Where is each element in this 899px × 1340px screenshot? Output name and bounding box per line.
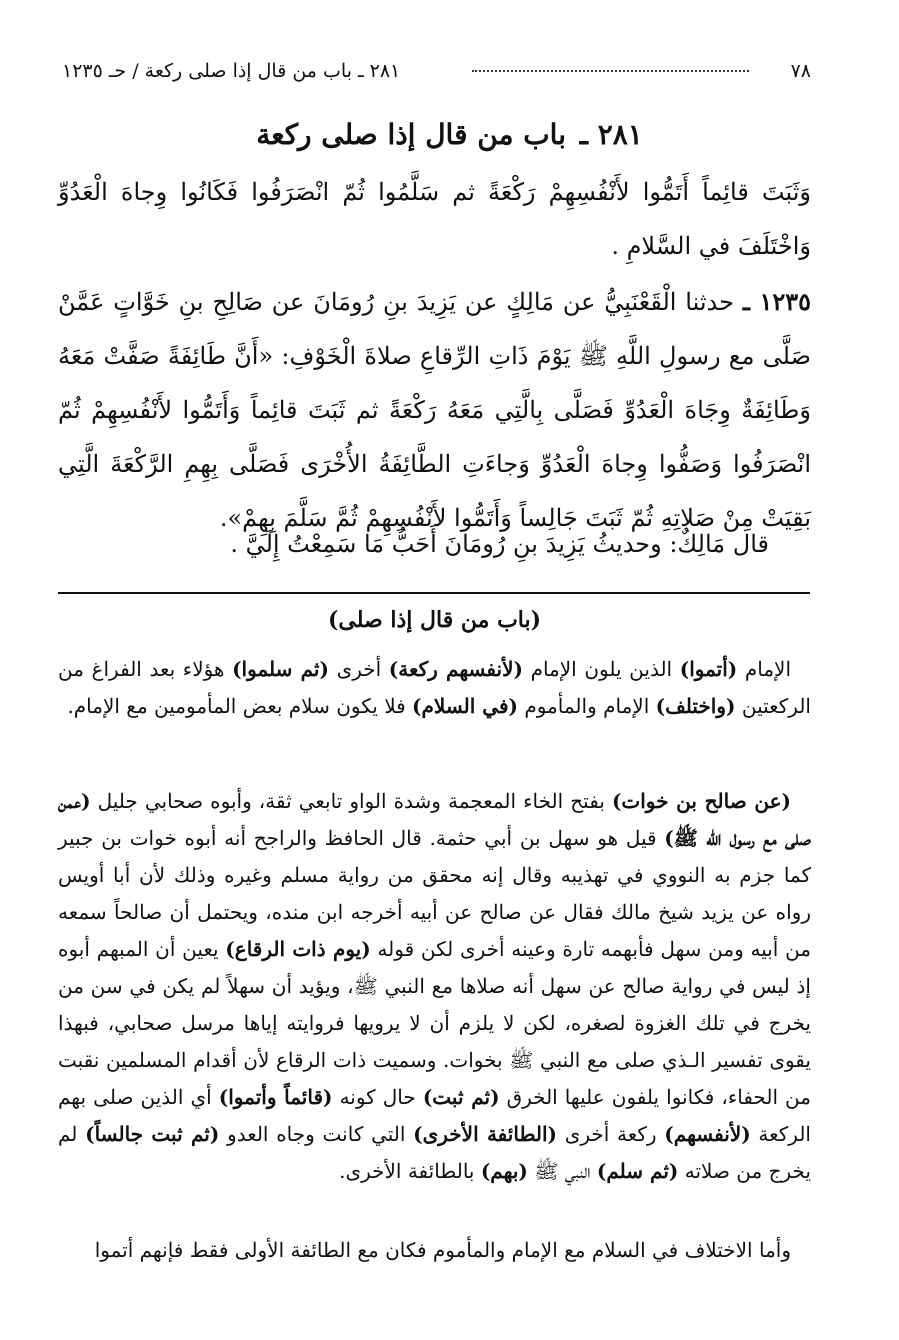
commentary-paragraph-1 <box>58 651 811 725</box>
commentary-text: لم يخرج من صلاته <box>58 1122 811 1183</box>
commentary-lemma: (قائماً وأتموا) <box>218 1085 333 1109</box>
commentary-lemma: (واختلف) <box>655 694 736 718</box>
commentary-lemma: (في السلام) <box>412 694 518 718</box>
commentary-lemma: (ثم سلم) <box>596 1159 679 1183</box>
commentary-paragraph-3: وأما الاختلاف في السلام مع الإمام والمأموم فكان مع الطائفة الأولى فقط فإنهم أتموا <box>94 1238 791 1262</box>
commentary-text: أخرى <box>328 657 389 681</box>
commentary-section-3 <box>58 1232 811 1269</box>
chapter-title <box>60 115 839 155</box>
chapter-title-text: من قال إذا صلى ركعة <box>256 118 514 151</box>
chapter-number: ٢٨١ ـ <box>579 118 643 151</box>
commentary-lemma: (ثم ثبت) <box>422 1085 500 1109</box>
commentary-text: النبي ﷺ <box>527 1159 597 1183</box>
commentary-text: أي الذين صلى بهم الركعة <box>58 1085 811 1146</box>
commentary-section-2 <box>58 783 811 1190</box>
matn-text: وَثَبَتَ قائِماً أَتَمُّوا لأَنْفُسِهِمْ رَكْعَةً ثم سَلَّمُوا ثُمّ انْصَرَفُوا فَكَانُوا وِجاهَ الْعَدُوِّ وَاخْتَلَفَ في السَّلامِ . <box>58 178 811 260</box>
commentary-text: قيل هو سهل بن أبي حثمة. قال الحافظ والراجح أنه أبوه خوات بن جبير كما جزم به النووي في تهذيبه وقال إنه محقق من رواية مسلم وغيره وذلك لأن أبا أويس رواه عن يزيد شيخ مالك فقال عن صالح عن أبيه أخرجه ابن منده، ويحتمل أن صالحاً سمعه من أبيه ومن سهل فأبهمه تارة وعينه أخرى لكن قوله <box>58 826 812 961</box>
matn-paragraph-3 <box>58 517 769 571</box>
commentary-text: بفتح الخاء المعجمة وشدة الواو تابعي ثقة، وأبوه صحابي جليل <box>90 789 612 813</box>
commentary-text: بالطائفة الأخرى. <box>339 1159 481 1183</box>
page-number: ٧٨ <box>790 60 811 82</box>
running-title: ٢٨١ ـ باب من قال إذا صلى ركعة / حـ ١٢٣٥ <box>62 60 401 82</box>
commentary-section-1 <box>58 651 811 725</box>
commentary-lemma: (لأنفسهم) <box>664 1122 751 1146</box>
hadith-text: حدثنا الْقَعْنَبِيُّ عن مَالِكٍ عن يَزِيدَ بنِ رُومَانَ عن صَالِحِ بنِ خَوَّاتٍ عَمَّنْ صَلَّى مع رسولِ اللَّهِ ﷺ يَوْمَ ذَاتِ الرِّقاعِ صلاةَ الْخَوْفِ: «أَنَّ طَائِفَةً صَفَّتْ مَعَهُ وَطَائِفَةٌ وِجَاهَ الْعَدُوِّ فَصَلَّى بِالَّتِي مَعَهُ رَكْعَةً ثم ثَبَتَ قائِماً وَأَتَمُّوا لأَنْفُسِهِمْ ثُمّ انْصَرَفُوا وَصَفُّوا وِجاهَ الْعَدُوِّ وَجاءَتِ الطَّائِفَةُ الأُخْرَى فَصَلَّى بِهِمِ الرَّكْعَةَ الَّتِي بَقِيَتْ مِنْ صَلاتِهِ ثُمّ ثَبَتَ جَالِساً وَأَتَمُّوا لأَنْفُسِهِمْ ثُمَّ سَلَّمَ بِهِمْ». <box>58 288 811 532</box>
commentary-lemma: (ثم سلموا) <box>232 657 329 681</box>
commentary-lemma: (يوم ذات الرقاع) <box>225 937 371 961</box>
commentary-lemma: (الطائفة الأخرى) <box>413 1122 557 1146</box>
commentary-lemma: (أتموا) <box>679 657 738 681</box>
commentary-lemma: (عمن صلى مع رسول الله ﷺ) <box>58 789 811 850</box>
malik-comment: قال مَالِكٌ: وحديثُ يَزِيدَ بنِ رُومَانَ أَحَبُّ مَا سَمِعْتُ إِلَيَّ . <box>230 530 769 558</box>
commentary-text: التي كانت وجاه العدو <box>219 1122 414 1146</box>
hadith-paragraph <box>58 275 811 545</box>
commentary-lemma: (لأنفسهم ركعة) <box>388 657 523 681</box>
commentary-lemma: (ثم ثبت جالساً) <box>85 1122 220 1146</box>
commentary-paragraph-2 <box>58 783 811 1190</box>
hadith-number: ١٢٣٥ ـ <box>742 287 811 316</box>
commentary-text: يعين أن المبهم أبوه إذ ليس في رواية صالح عن سهل أنه صلاها مع النبي ﷺ، ويؤيد أن سهلاً لم يكن في سن من يخرج في تلك الغزوة لصغره، لكن لا يلزم أن لا يرويها فروايته إياها مرسل صحابي، فبهذا يقوى تفسير الـذي صلى مع النبي ﷺ بخوات. وسميت ذات الرقاع لأن أقدام المسلمين نقبت من الحفاء، فكانوا يلفون عليها الخرق <box>58 937 811 1109</box>
matn-paragraph-1 <box>58 165 811 273</box>
commentary-title: (باب من قال إذا صلى) <box>327 607 542 633</box>
commentary-text: الذين يلون الإمام <box>522 657 680 681</box>
commentary-lemma: (بهم) <box>480 1159 528 1183</box>
footnote-divider <box>58 592 810 594</box>
running-header <box>62 58 811 84</box>
commentary-text: فلا يكون سلام بعض المأمومين مع الإمام. <box>67 694 413 718</box>
commentary-text: الإمام والمأموم <box>517 694 656 718</box>
commentary-text: هؤلاء بعد الفراغ من الركعتين <box>58 657 811 718</box>
chapter-bab-word: باب <box>523 118 566 151</box>
commentary-lemma: (عن صالح بن خوات) <box>611 789 791 813</box>
hadith-block <box>58 275 811 545</box>
commentary-text: الإمام <box>737 657 792 681</box>
commentary-text: حال كونه <box>332 1085 423 1109</box>
commentary-text: ركعة أخرى <box>556 1122 665 1146</box>
header-dot-leader <box>472 70 749 72</box>
